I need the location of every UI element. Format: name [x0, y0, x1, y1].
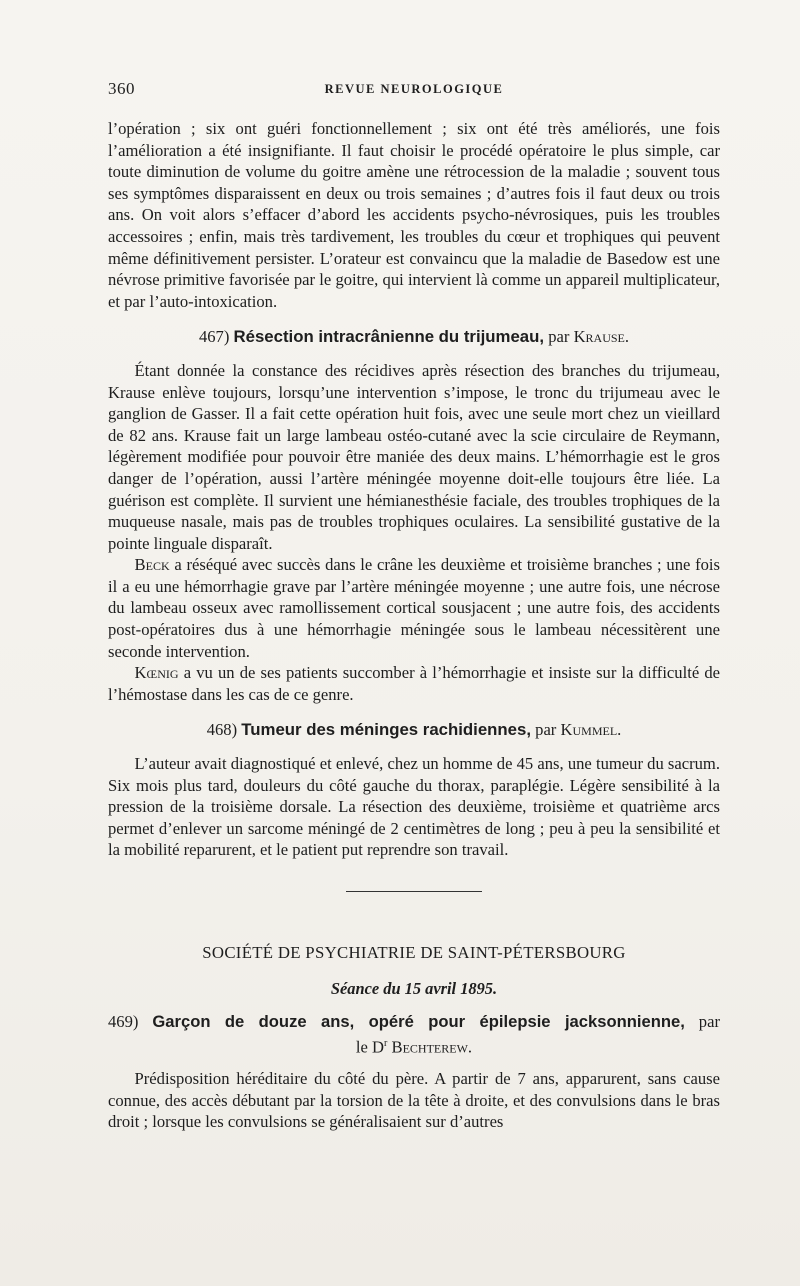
running-head-title: REVUE NEUROLOGIQUE [324, 82, 504, 96]
section-author: Krause. [573, 327, 630, 347]
koenig-paragraph [108, 662, 720, 705]
society-heading: SOCIÉTÉ DE PSYCHIATRIE DE SAINT-PÉTERSBOURG [202, 943, 626, 962]
by-word: par [698, 1012, 720, 1032]
running-header [108, 79, 720, 101]
section-468-paragraph: L’auteur avait diagnostiqué et enlevé, chez un homme de 45 ans, une tumeur du sacrum. Six mois plus tard, douleurs du côté gauche du thorax, paraplégie. Légère sensibilité à la pression de la troisième dorsale. La résection des deuxième, troisième et quatrième arcs permet d’enlever un sarcome méningé de 2 centimètres de long ; peu à peu la sensibilité et la mobilité reparurent, et le patient put reprendre son travail. [108, 754, 720, 860]
article-body [108, 118, 720, 1133]
section-469-paragraph: Prédisposition héréditaire du côté du père. A partir de 7 ans, apparurent, sans cause connue, des accès débutant par la torsion de la tête à droite, et des convulsions dans le bras droit ; lorsque les convulsions se généralisaient sur d’autres [108, 1068, 720, 1132]
section-title: Tumeur des méninges rachidiennes, [241, 720, 531, 740]
beck-paragraph [108, 554, 720, 662]
by-word: par [548, 327, 570, 347]
seance-date: Séance du 15 avril 1895. [330, 978, 498, 998]
section-468-heading [108, 719, 720, 741]
by-word: par [535, 720, 557, 740]
section-469-title-line [108, 1011, 720, 1033]
section-title: Garçon de douze ans, opéré pour épilepsie jacksonnienne, [152, 1012, 685, 1032]
section-title: Résection intracrânienne du trijumeau, [233, 327, 545, 347]
section-469-heading [108, 1011, 720, 1058]
section-author: Kummel. [560, 720, 622, 740]
intro-paragraph: l’opération ; six ont guéri fonctionnellement ; six ont été très améliorés, une fois l’amélioration a été insignifiante. Il faut choisir le procédé opératoire le plus simple, car toute diminution de volume du goitre amène une rétrocession de la maladie ; souvent tous ses symptômes disparaissent en deux ou trois semaines ; d’autres fois il faut deux ou trois ans. On voit alors s’effacer d’abord les accidents psycho-névrosiques, puis les troubles accessoires ; enfin, mais très tardivement, les troubles du cœur et trophiques qui peuvent même définitivement persister. L’orateur est convaincu que la maladie de Basedow est une névrose primitive favorisée par le goitre, qui intervient là comme un appareil multiplicateur, et par l’auto-intoxication. [108, 119, 720, 311]
section-author: Bechterew. [391, 1037, 473, 1057]
section-number: 467) [198, 327, 230, 347]
beck-text: a réséqué avec succès dans le crâne les deuxième et troisième branches ; une fois il a eu une hémorrhagie grave par l’artère méningée moyenne ; une autre fois, une nécrose du lambeau osseux avec ramollissement cortical sousjacent ; une autre fois, des accidents post-opératoires dus à une hémorrhagie méningée sous le lambeau nécessitèrent une seconde intervention. [108, 555, 720, 661]
section-467-heading [108, 326, 720, 348]
section-number: 469) [108, 1012, 139, 1032]
section-number: 468) [206, 720, 238, 740]
page-number: 360 [108, 79, 135, 98]
section-467-paragraph: Étant donnée la constance des récidives après résection des branches du trijumeau, Krause enlève toujours, lorsqu’une intervention s’impose, le tronc du trijumeau avec le ganglion de Gasser. Il a fait cette opération huit fois, avec une seule mort chez un vieillard de 82 ans. Krause fait un large lambeau ostéo-cutané avec la scie circulaire de Reymann, légèrement modifiée pour pouvoir être maniée des deux mains. L’hémorrhagie est le gros danger de l’opération, aussi l’artère méningée moyenne doit-elle toujours être liée. La guérison est complète. Il survient une hémianesthésie faciale, des troubles trophiques de la muqueuse nasale, mais pas de troubles trophiques oculaires. La sensibilité gustative de la pointe linguale disparaît. [108, 360, 720, 553]
person-name: Beck [134, 555, 170, 575]
koenig-text: a vu un de ses patients succomber à l’hémorrhagie et insiste sur la difficulté de l’hémostase dans les cas de ce genre. [108, 663, 720, 704]
section-divider [346, 891, 482, 892]
author-prefix-sup: r [384, 1037, 388, 1049]
person-name: Kœnig [134, 663, 179, 683]
section-469-author-line [108, 1033, 720, 1058]
author-prefix: le D [355, 1037, 385, 1057]
